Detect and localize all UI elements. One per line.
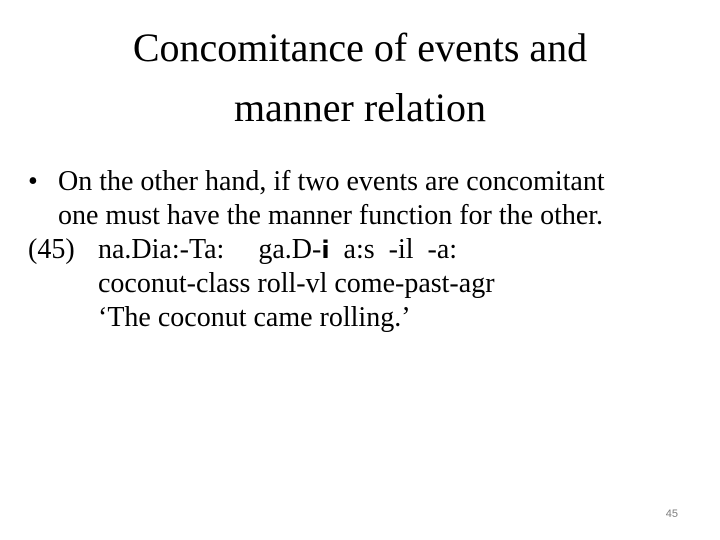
bullet-icon: • xyxy=(28,166,38,197)
example-sentence xyxy=(28,233,708,267)
example-word-4: -il xyxy=(388,234,414,265)
example-word-5: -a: xyxy=(427,234,458,265)
bullet-line-1: On the other hand, if two events are concomitant xyxy=(58,166,605,197)
example-number: (45) xyxy=(28,234,75,265)
bullet-line-2: one must have the manner function for the other. xyxy=(58,200,604,231)
example-gloss: coconut-class roll-vl come-past-agr xyxy=(98,268,495,299)
bullet-item xyxy=(28,165,708,233)
page-number: 45 xyxy=(665,508,678,520)
title-line-2: manner relation xyxy=(233,85,487,130)
title-line-1: Concomitance of events and xyxy=(132,25,588,70)
example-word-1: na.Dia:-Ta: xyxy=(98,234,225,265)
example-word-3: a:s xyxy=(343,234,375,265)
slide-title xyxy=(0,18,720,138)
example-translation: ‘The coconut came rolling.’ xyxy=(98,302,411,333)
example-word-2 xyxy=(258,233,329,267)
example-word-2-bold: i xyxy=(321,236,330,264)
example-word-2-prefix: ga.D- xyxy=(258,234,322,265)
slide-body xyxy=(28,165,708,335)
